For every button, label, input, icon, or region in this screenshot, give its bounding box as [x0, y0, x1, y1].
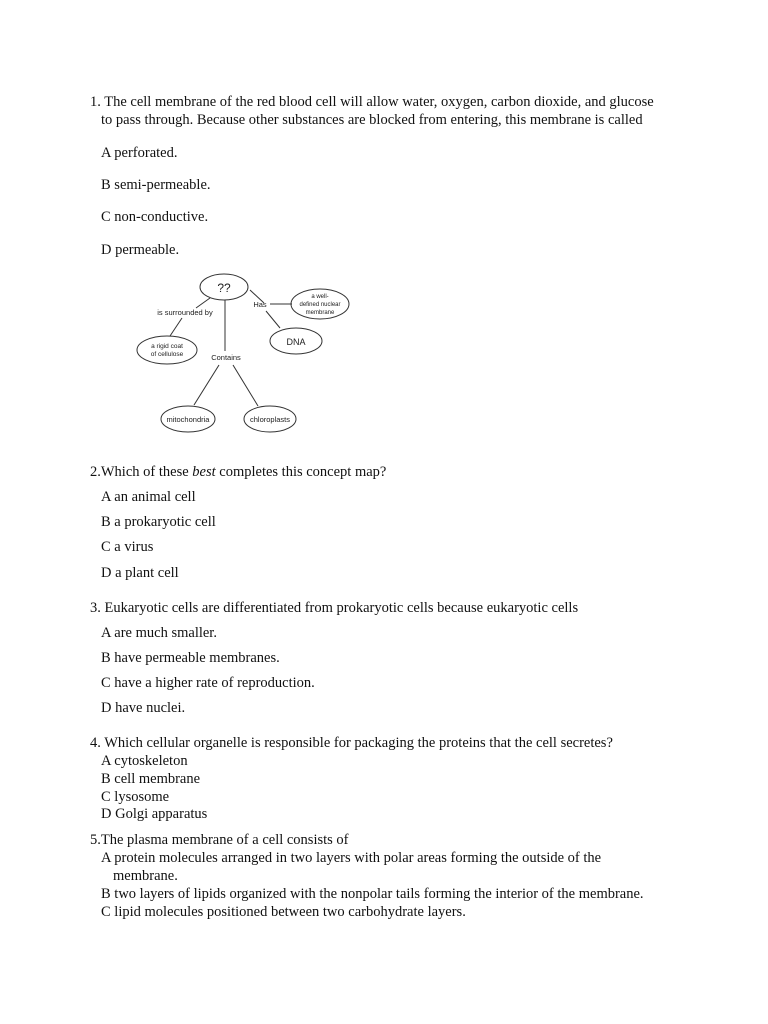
q2-option-c: C a virus [101, 539, 154, 555]
dna-label: DNA [286, 337, 306, 347]
q3-option-c: C have a higher rate of reproduction. [101, 675, 315, 691]
q3-option-d: D have nuclei. [101, 700, 186, 716]
surrounded-by-label: is surrounded by [157, 308, 213, 317]
q4-stem: 4. Which cellular organelle is responsible for packaging the proteins that the cell secretes? [90, 735, 613, 751]
mitochondria-label: mitochondria [166, 415, 210, 424]
q4-option-b: B cell membrane [101, 771, 201, 787]
q1-option-c: C non-conductive. [101, 209, 209, 225]
q1-stem-line1: 1. The cell membrane of the red blood cell will allow water, oxygen, carbon dioxide, and glucose [90, 94, 654, 110]
link-center-surrounded [196, 298, 210, 308]
q3-stem: 3. Eukaryotic cells are differentiated from prokaryotic cells because eukaryotic cells [90, 600, 579, 616]
q2-option-d: D a plant cell [101, 565, 179, 581]
q2-stem-suffix: completes this concept map? [215, 464, 387, 480]
cell-wall-label-line2: of cellulose [150, 351, 184, 358]
link-contains-chloro [233, 365, 258, 406]
q4-option-d: D Golgi apparatus [101, 806, 208, 822]
q5-option-b: B two layers of lipids organized with the nonpolar tails forming the interior of the membrane. [101, 886, 644, 902]
q5-option-a-line2: membrane. [113, 868, 178, 884]
link-surrounded-wall [170, 318, 182, 336]
q4-option-a: A cytoskeleton [101, 753, 188, 769]
nuclear-label-line2: defined nuclear [299, 302, 341, 308]
cell-wall-label-line1: a rigid coat [151, 343, 183, 350]
q2-option-a: A an animal cell [101, 489, 196, 505]
nuclear-label-line1: a well- [311, 294, 329, 300]
q1-option-a: A perforated. [101, 145, 178, 161]
q2-stem-prefix: 2.Which of these [90, 464, 193, 480]
q2-option-b: B a prokaryotic cell [101, 514, 216, 530]
q3-option-b: B have permeable membranes. [101, 650, 280, 666]
q5-option-c: C lipid molecules positioned between two carbohydrate layers. [101, 904, 466, 920]
q4-option-c: C lysosome [101, 789, 170, 805]
q1-option-d: D permeable. [101, 242, 180, 258]
has-label: Has [253, 300, 267, 309]
q2-stem-emphasis: best [192, 464, 216, 480]
link-contains-mito [194, 365, 219, 405]
link-has-dna [266, 311, 280, 328]
center-node-label: ?? [217, 281, 231, 295]
q5-stem: 5.The plasma membrane of a cell consists of [90, 832, 349, 848]
q1-stem-line2: to pass through. Because other substances are blocked from entering, this membrane is called [101, 112, 643, 128]
q1-option-b: B semi-permeable. [101, 177, 211, 193]
q2-stem [90, 463, 386, 481]
q5-option-a-line1: A protein molecules arranged in two layers with polar areas forming the outside of the [101, 850, 602, 866]
contains-label: Contains [211, 353, 241, 362]
cell-wall-node [137, 336, 197, 364]
chloroplasts-label: chloroplasts [249, 415, 291, 424]
nuclear-label-line3: membrane [305, 310, 335, 316]
q3-option-a: A are much smaller. [101, 625, 217, 641]
